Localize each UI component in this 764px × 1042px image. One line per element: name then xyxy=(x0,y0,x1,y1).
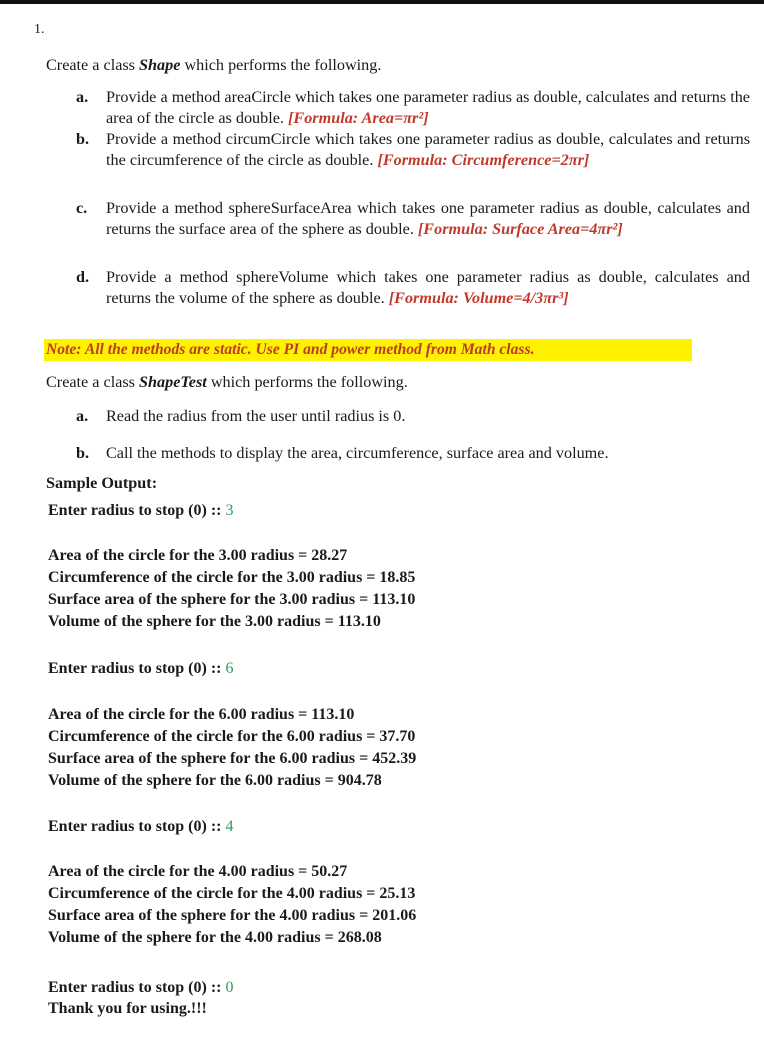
class-name: ShapeTest xyxy=(139,373,207,391)
item-text: Provide a method circumCircle which takes one parameter radius as double, calculates and returns the circumference of the circle as double. [Formula: Circumference=2πr] xyxy=(106,130,750,169)
closing-message: Thank you for using.!!! xyxy=(48,1000,207,1017)
class-name: Shape xyxy=(139,56,181,74)
item-text: Call the methods to display the area, circumference, surface area and volume. xyxy=(106,444,609,462)
shape-class-intro xyxy=(46,56,381,75)
output-line: Surface area of the sphere for the 4.00 radius = 201.06 xyxy=(48,907,417,924)
item-marker: a. xyxy=(76,407,89,425)
list-item xyxy=(76,407,405,426)
output-line: Surface area of the sphere for the 6.00 radius = 452.39 xyxy=(48,750,417,767)
list-item xyxy=(76,87,750,129)
output-line: Area of the circle for the 3.00 radius = 28.27 xyxy=(48,547,348,564)
item-text: Provide a method areaCircle which takes one parameter radius as double, calculates and returns the area of the circle as double. [Formula: Area=πr²] xyxy=(106,88,750,127)
output-line: Volume of the sphere for the 6.00 radius = 904.78 xyxy=(48,772,382,789)
static-methods-note: Note: All the methods are static. Use PI and power method from Math class. xyxy=(44,339,692,361)
output-line: Area of the circle for the 4.00 radius = 50.27 xyxy=(48,863,348,880)
output-line: Surface area of the sphere for the 3.00 radius = 113.10 xyxy=(48,591,416,608)
intro-prefix: Create a class xyxy=(46,373,140,391)
formula: [Formula: Circumference=2πr] xyxy=(377,151,590,169)
item-marker: b. xyxy=(76,130,90,148)
list-item xyxy=(76,267,750,309)
prompt-line: Enter radius to stop (0) :: 3 xyxy=(48,502,234,519)
item-text: Provide a method sphereVolume which takes one parameter radius as double, calculates and returns the volume of the sphere as double. [Formula: Volume=4/3πr³] xyxy=(106,268,750,307)
item-text: Read the radius from the user until radius is 0. xyxy=(106,407,406,425)
output-line: Circumference of the circle for the 4.00 radius = 25.13 xyxy=(48,885,416,902)
intro-suffix: which performs the following. xyxy=(206,373,408,391)
output-line: Volume of the sphere for the 4.00 radius = 268.08 xyxy=(48,929,382,946)
formula: [Formula: Surface Area=4πr²] xyxy=(417,220,623,238)
output-line: Area of the circle for the 6.00 radius = 113.10 xyxy=(48,706,355,723)
list-item xyxy=(76,444,609,463)
prompt-line: Enter radius to stop (0) :: 0 xyxy=(48,979,234,996)
output-line: Circumference of the circle for the 6.00 radius = 37.70 xyxy=(48,728,416,745)
shapetest-class-intro xyxy=(46,373,408,392)
output-line: Circumference of the circle for the 3.00 radius = 18.85 xyxy=(48,569,416,586)
output-line: Volume of the sphere for the 3.00 radius = 113.10 xyxy=(48,613,381,630)
intro-suffix: which performs the following. xyxy=(180,56,382,74)
user-input: 6 xyxy=(225,660,234,677)
user-input: 3 xyxy=(225,502,234,519)
formula: [Formula: Area=πr²] xyxy=(288,109,429,127)
user-input: 0 xyxy=(225,979,234,996)
list-item xyxy=(76,198,750,240)
list-item xyxy=(76,129,750,171)
item-marker: a. xyxy=(76,88,89,106)
formula: [Formula: Volume=4/3πr³] xyxy=(388,289,569,307)
top-border xyxy=(0,0,764,4)
prompt-line: Enter radius to stop (0) :: 4 xyxy=(48,818,234,835)
item-text: Provide a method sphereSurfaceArea which takes one parameter radius as double, calculates and returns the surface area of the sphere as double. [Formula: Surface Area=4πr²] xyxy=(106,199,750,238)
intro-prefix: Create a class xyxy=(46,56,140,74)
question-number: 1. xyxy=(34,22,45,37)
prompt-line: Enter radius to stop (0) :: 6 xyxy=(48,660,234,677)
item-marker: b. xyxy=(76,444,90,462)
item-marker: d. xyxy=(76,268,90,286)
user-input: 4 xyxy=(225,818,234,835)
item-marker: c. xyxy=(76,199,88,217)
sample-output-heading: Sample Output: xyxy=(46,474,158,492)
